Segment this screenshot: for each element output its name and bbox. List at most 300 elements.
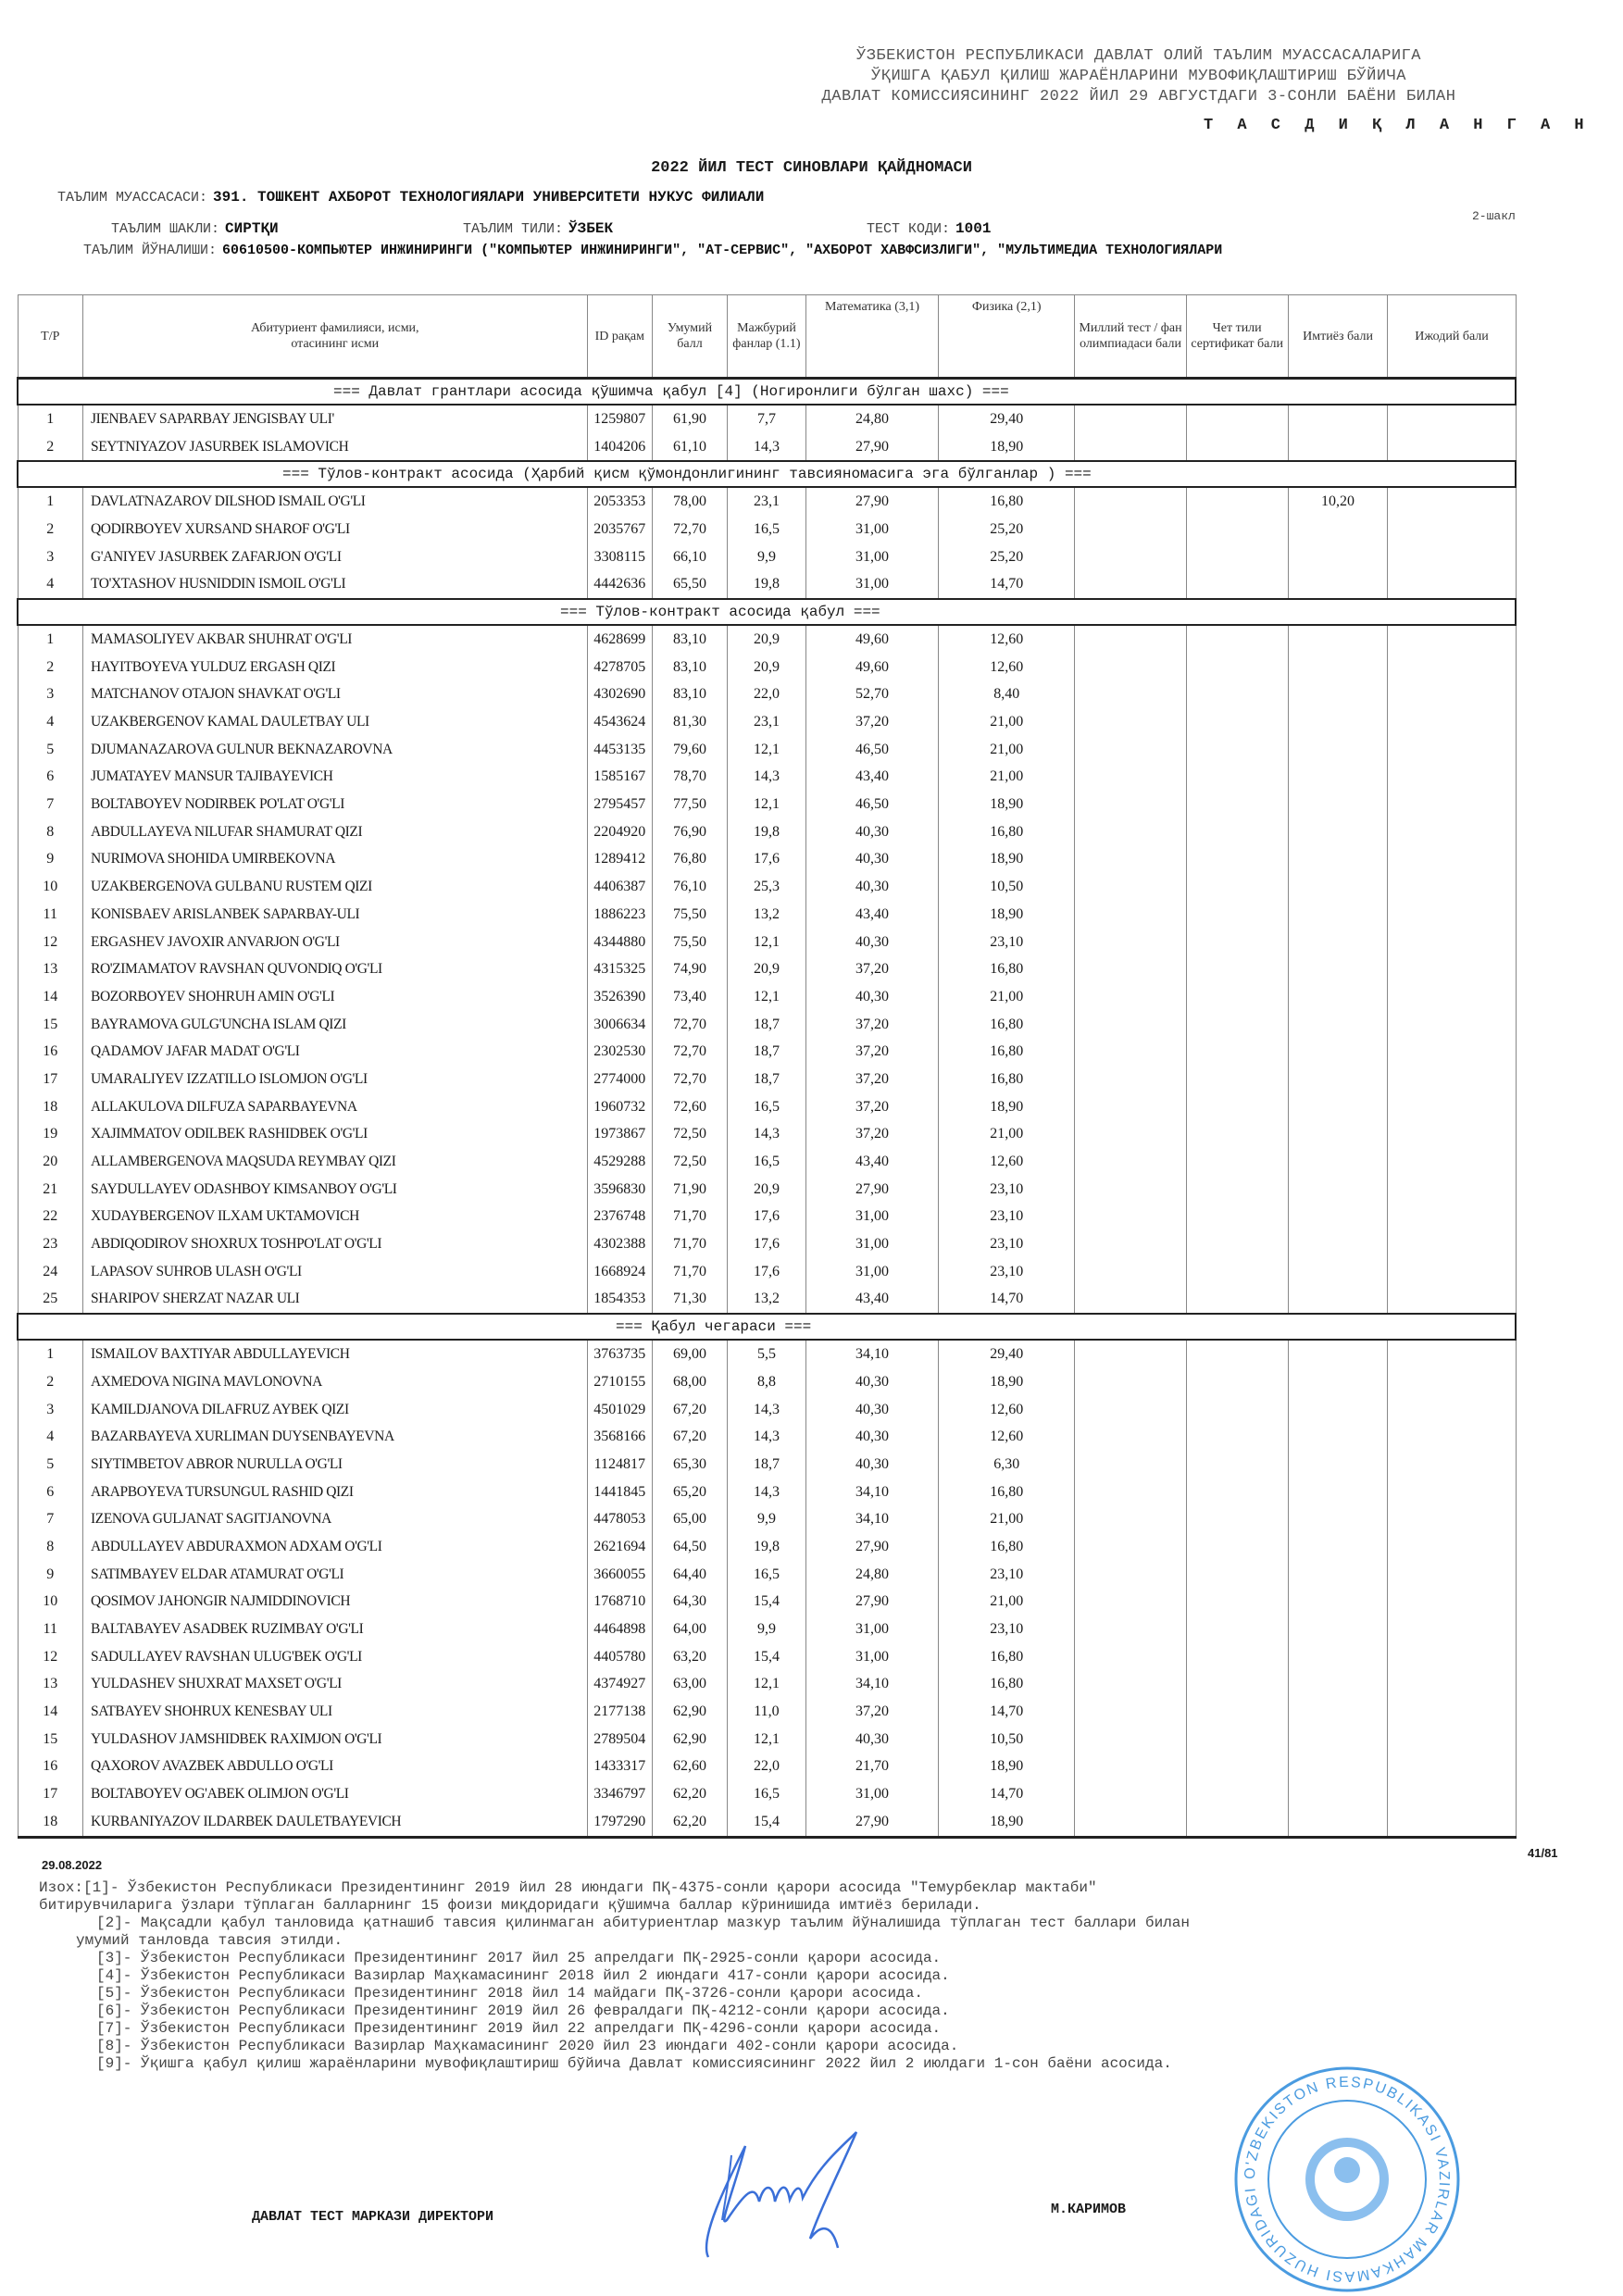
foreign-cert-score [1186, 955, 1288, 983]
math-score: 34,10 [805, 1671, 938, 1699]
total-score: 65,30 [653, 1451, 728, 1479]
privilege-score [1288, 1423, 1388, 1451]
applicant-id: 4302690 [587, 681, 653, 709]
privilege-score [1288, 1589, 1388, 1616]
privilege-score [1288, 1286, 1388, 1315]
applicant-id: 3346797 [587, 1780, 653, 1808]
creative-score [1388, 873, 1516, 901]
foreign-cert-score [1186, 1396, 1288, 1424]
mandatory-score: 7,7 [727, 405, 805, 433]
table-row [18, 1451, 1516, 1479]
mandatory-score: 16,5 [727, 1561, 805, 1589]
physics-score: 18,90 [939, 1368, 1075, 1396]
math-score: 27,90 [805, 1808, 938, 1837]
applicant-id: 1441845 [587, 1479, 653, 1506]
applicant-name: RO'ZIMAMATOV RAVSHAN QUVONDIQ O'G'LI [83, 955, 588, 983]
olympiad-score [1075, 1698, 1186, 1726]
privilege-score [1288, 1093, 1388, 1121]
table-row [18, 1148, 1516, 1176]
applicant-id: 1797290 [587, 1808, 653, 1837]
total-score: 65,20 [653, 1479, 728, 1506]
applicant-name: XAJIMMATOV ODILBEK RASHIDBEK O'G'LI [83, 1121, 588, 1149]
row-number: 10 [18, 1589, 83, 1616]
privilege-score [1288, 1561, 1388, 1589]
math-score: 43,40 [805, 1286, 938, 1315]
physics-score: 12,60 [939, 1396, 1075, 1424]
footnote-line: [4]- Ўзбекистон Республикаси Вазирлар Маҳкамасининг 2018 йил 2 июндаги 417-сонли қарори асосида. [96, 1967, 950, 1984]
creative-score [1388, 764, 1516, 792]
mandatory-score: 25,3 [727, 873, 805, 901]
total-score: 64,00 [653, 1616, 728, 1643]
math-score: 49,60 [805, 654, 938, 681]
olympiad-score [1075, 708, 1186, 736]
foreign-cert-score [1186, 764, 1288, 792]
applicant-name: SATBAYEV SHOHRUX KENESBAY ULI [83, 1698, 588, 1726]
privilege-score [1288, 791, 1388, 818]
privilege-score [1288, 681, 1388, 709]
total-score: 72,70 [653, 516, 728, 543]
applicant-name: JUMATAYEV MANSUR TAJIBAYEVICH [83, 764, 588, 792]
creative-score [1388, 1698, 1516, 1726]
creative-score [1388, 681, 1516, 709]
creative-score [1388, 1616, 1516, 1643]
creative-score [1388, 818, 1516, 846]
mandatory-score: 5,5 [727, 1340, 805, 1368]
physics-score: 23,10 [939, 1561, 1075, 1589]
privilege-score [1288, 543, 1388, 571]
table-row [18, 1589, 1516, 1616]
applicant-name: ABDULLAYEVA NILUFAR SHAMURAT QIZI [83, 818, 588, 846]
foreign-cert-score [1186, 405, 1288, 433]
table-row [18, 1808, 1516, 1837]
privilege-score [1288, 1230, 1388, 1258]
test-code-value: 1001 [955, 220, 992, 237]
physics-score: 14,70 [939, 1780, 1075, 1808]
table-row [18, 708, 1516, 736]
footnote-line: [2]- Мақсадли қабул танловида қатнашиб тавсия қилинмаган абитуриентлар мазкур таълим йўналишида тўплаган тест баллари билан [96, 1915, 1190, 1931]
applicant-name: SATIMBAYEV ELDAR ATAMURAT O'G'LI [83, 1561, 588, 1589]
applicant-id: 4374927 [587, 1671, 653, 1699]
language-label: ТАЪЛИМ ТИЛИ: [463, 221, 564, 237]
applicant-name: QAXOROV AVAZBEK ABDULLO O'G'LI [83, 1753, 588, 1781]
math-score: 40,30 [805, 1368, 938, 1396]
applicant-name: SHARIPOV SHERZAT NAZAR ULI [83, 1286, 588, 1315]
col-header-math: Математика (3,1) [805, 295, 938, 379]
physics-score: 21,00 [939, 1505, 1075, 1533]
creative-score [1388, 929, 1516, 956]
foreign-cert-score [1186, 1589, 1288, 1616]
total-score: 76,10 [653, 873, 728, 901]
physics-score: 12,60 [939, 654, 1075, 681]
table-row [18, 1230, 1516, 1258]
math-score: 37,20 [805, 1121, 938, 1149]
col-header-total: Умумий балл [653, 295, 728, 379]
row-number: 13 [18, 955, 83, 983]
footnote-line: [5]- Ўзбекистон Республикаси Президентининг 2018 йил 14 майдаги ПҚ-3726-сонли қарори асосида. [96, 1985, 923, 2002]
applicant-name: ABDULLAYEV ABDURAXMON ADXAM O'G'LI [83, 1533, 588, 1561]
olympiad-score [1075, 1479, 1186, 1506]
row-number: 20 [18, 1148, 83, 1176]
olympiad-score [1075, 846, 1186, 874]
applicant-name: YULDASHOV JAMSHIDBEK RAXIMJON O'G'LI [83, 1726, 588, 1753]
applicant-id: 1585167 [587, 764, 653, 792]
olympiad-score [1075, 1726, 1186, 1753]
applicant-name: KAMILDJANOVA DILAFRUZ AYBEK QIZI [83, 1396, 588, 1424]
privilege-score [1288, 764, 1388, 792]
total-score: 61,90 [653, 405, 728, 433]
olympiad-score [1075, 1286, 1186, 1315]
physics-score: 25,20 [939, 543, 1075, 571]
mandatory-score: 17,6 [727, 1230, 805, 1258]
table-row [18, 570, 1516, 599]
olympiad-score [1075, 1780, 1186, 1808]
creative-score [1388, 1423, 1516, 1451]
foreign-cert-score [1186, 681, 1288, 709]
foreign-cert-score [1186, 1533, 1288, 1561]
privilege-score [1288, 1011, 1388, 1039]
math-score: 40,30 [805, 818, 938, 846]
form-number: 2-шакл [1472, 209, 1516, 223]
foreign-cert-score [1186, 1671, 1288, 1699]
mandatory-score: 14,3 [727, 1479, 805, 1506]
math-score: 40,30 [805, 1726, 938, 1753]
applicant-id: 1854353 [587, 1286, 653, 1315]
privilege-score [1288, 1176, 1388, 1204]
total-score: 71,70 [653, 1258, 728, 1286]
total-score: 72,50 [653, 1121, 728, 1149]
creative-score [1388, 1561, 1516, 1589]
physics-score: 18,90 [939, 1808, 1075, 1837]
privilege-score [1288, 1396, 1388, 1424]
applicant-id: 1886223 [587, 901, 653, 929]
applicant-name: ISMAILOV BAXTIYAR ABDULLAYEVICH [83, 1340, 588, 1368]
olympiad-score [1075, 1451, 1186, 1479]
total-score: 64,40 [653, 1561, 728, 1589]
mandatory-score: 17,6 [727, 846, 805, 874]
applicant-id: 1433317 [587, 1753, 653, 1781]
applicant-name: ALLAKULOVA DILFUZA SAPARBAYEVNA [83, 1093, 588, 1121]
row-number: 3 [18, 1396, 83, 1424]
math-score: 40,30 [805, 873, 938, 901]
foreign-cert-score [1186, 1148, 1288, 1176]
approval-line-2: ЎҚИШГА ҚАБУЛ ҚИЛИШ ЖАРАЁНЛАРИНИ МУВОФИҚЛАШТИРИШ БЎЙИЧА [871, 68, 1406, 85]
mandatory-score: 23,1 [727, 708, 805, 736]
mandatory-score: 18,7 [727, 1066, 805, 1093]
col-header-name: Абитуриент фамилияси, исми, отасининг исми [83, 295, 588, 379]
table-row [18, 1011, 1516, 1039]
olympiad-score [1075, 1396, 1186, 1424]
privilege-score [1288, 1038, 1388, 1066]
applicant-name: UMARALIYEV IZZATILLO ISLOMJON O'G'LI [83, 1066, 588, 1093]
applicant-id: 3568166 [587, 1423, 653, 1451]
applicant-name: QOSIMOV JAHONGIR NAJMIDDINOVICH [83, 1589, 588, 1616]
row-number: 10 [18, 873, 83, 901]
foreign-cert-score [1186, 1643, 1288, 1671]
row-number: 25 [18, 1286, 83, 1315]
privilege-score [1288, 1368, 1388, 1396]
row-number: 14 [18, 1698, 83, 1726]
privilege-score: 10,20 [1288, 487, 1388, 516]
math-score: 37,20 [805, 1066, 938, 1093]
mandatory-score: 9,9 [727, 543, 805, 571]
creative-score [1388, 1671, 1516, 1699]
applicant-id: 2302530 [587, 1038, 653, 1066]
physics-score: 6,30 [939, 1451, 1075, 1479]
applicant-name: SIYTIMBETOV ABROR NURULLA O'G'LI [83, 1451, 588, 1479]
applicant-id: 3596830 [587, 1176, 653, 1204]
creative-score [1388, 1286, 1516, 1315]
physics-score: 16,80 [939, 1066, 1075, 1093]
total-score: 72,70 [653, 1038, 728, 1066]
physics-score: 16,80 [939, 1533, 1075, 1561]
table-row [18, 929, 1516, 956]
row-number: 7 [18, 1505, 83, 1533]
olympiad-score [1075, 433, 1186, 462]
physics-score: 21,00 [939, 1589, 1075, 1616]
foreign-cert-score [1186, 983, 1288, 1011]
row-number: 2 [18, 516, 83, 543]
olympiad-score [1075, 654, 1186, 681]
physics-score: 23,10 [939, 1230, 1075, 1258]
total-score: 72,60 [653, 1093, 728, 1121]
approval-line-1: ЎЗБЕКИСТОН РЕСПУБЛИКАСИ ДАВЛАТ ОЛИЙ ТАЪЛИМ МУАССАСАЛАРИГА [856, 47, 1421, 65]
privilege-score [1288, 1780, 1388, 1808]
applicant-id: 4315325 [587, 955, 653, 983]
physics-score: 12,60 [939, 1423, 1075, 1451]
mandatory-score: 14,3 [727, 1423, 805, 1451]
math-score: 31,00 [805, 1258, 938, 1286]
row-number: 22 [18, 1204, 83, 1231]
applicant-id: 1259807 [587, 405, 653, 433]
applicant-name: HAYITBOYEVA YULDUZ ERGASH QIZI [83, 654, 588, 681]
mandatory-score: 9,9 [727, 1505, 805, 1533]
math-score: 31,00 [805, 1616, 938, 1643]
physics-score: 16,80 [939, 1011, 1075, 1039]
olympiad-score [1075, 1038, 1186, 1066]
math-score: 31,00 [805, 1780, 938, 1808]
applicant-id: 4406387 [587, 873, 653, 901]
applicant-name: BOLTABOYEV OG'ABEK OLIMJON O'G'LI [83, 1780, 588, 1808]
privilege-score [1288, 1505, 1388, 1533]
total-score: 67,20 [653, 1396, 728, 1424]
row-number: 12 [18, 1643, 83, 1671]
section-title: === Тўлов-контракт асосида (Ҳарбий қисм қўмондонлигининг тавсияномасига эга бўлганлар ) === [18, 461, 1516, 487]
applicant-name: YULDASHEV SHUXRAT MAXSET O'G'LI [83, 1671, 588, 1699]
document-title: 2022 ЙИЛ ТЕСТ СИНОВЛАРИ ҚАЙДНОМАСИ [651, 159, 972, 177]
direction-label: ТАЪЛИМ ЙЎНАЛИШИ: [83, 243, 218, 258]
olympiad-score [1075, 983, 1186, 1011]
mandatory-score: 12,1 [727, 1671, 805, 1699]
physics-score: 16,80 [939, 955, 1075, 983]
applicant-name: KURBANIYAZOV ILDARBEK DAULETBAYEVICH [83, 1808, 588, 1837]
creative-score [1388, 901, 1516, 929]
olympiad-score [1075, 1093, 1186, 1121]
foreign-cert-score [1186, 1230, 1288, 1258]
row-number: 5 [18, 1451, 83, 1479]
applicant-id: 2795457 [587, 791, 653, 818]
applicant-name: NURIMOVA SHOHIDA UMIRBEKOVNA [83, 846, 588, 874]
physics-score: 23,10 [939, 1204, 1075, 1231]
physics-score: 16,80 [939, 1038, 1075, 1066]
creative-score [1388, 1011, 1516, 1039]
applicant-name: LAPASOV SUHROB ULASH O'G'LI [83, 1258, 588, 1286]
physics-score: 23,10 [939, 1616, 1075, 1643]
table-row [18, 1368, 1516, 1396]
total-score: 64,30 [653, 1589, 728, 1616]
row-number: 1 [18, 1340, 83, 1368]
foreign-cert-score [1186, 570, 1288, 599]
mandatory-score: 12,1 [727, 929, 805, 956]
olympiad-score [1075, 955, 1186, 983]
mandatory-score: 11,0 [727, 1698, 805, 1726]
foreign-cert-score [1186, 433, 1288, 462]
olympiad-score [1075, 1533, 1186, 1561]
mandatory-score: 14,3 [727, 1396, 805, 1424]
table-row [18, 1643, 1516, 1671]
row-number: 2 [18, 1368, 83, 1396]
foreign-cert-score [1186, 929, 1288, 956]
physics-score: 12,60 [939, 1148, 1075, 1176]
section-header [18, 1314, 1516, 1340]
foreign-cert-score [1186, 1204, 1288, 1231]
table-row [18, 1423, 1516, 1451]
applicant-name: ABDIQODIROV SHOXRUX TOSHPO'LAT O'G'LI [83, 1230, 588, 1258]
physics-score: 18,90 [939, 433, 1075, 462]
privilege-score [1288, 736, 1388, 764]
total-score: 81,30 [653, 708, 728, 736]
table-row [18, 654, 1516, 681]
total-score: 65,50 [653, 570, 728, 599]
total-score: 74,90 [653, 955, 728, 983]
foreign-cert-score [1186, 1093, 1288, 1121]
applicant-id: 2053353 [587, 487, 653, 516]
applicant-id: 4543624 [587, 708, 653, 736]
total-score: 63,20 [653, 1643, 728, 1671]
print-date: 29.08.2022 [42, 1858, 103, 1872]
section-title: === Тўлов-контракт асосида қабул === [18, 599, 1516, 625]
physics-score: 23,10 [939, 929, 1075, 956]
row-number: 4 [18, 570, 83, 599]
table-row [18, 1698, 1516, 1726]
creative-score [1388, 1230, 1516, 1258]
math-score: 24,80 [805, 405, 938, 433]
olympiad-score [1075, 1643, 1186, 1671]
institution-label: ТАЪЛИМ МУАССАСАСИ: [57, 190, 208, 206]
mandatory-score: 20,9 [727, 654, 805, 681]
direction-value: 60610500-КОМПЬЮТЕР ИНЖИНИРИНГИ ("КОМПЬЮТЕР ИНЖИНИРИНГИ", "АТ-СЕРВИС", "АХБОРОТ ХАВФСИЗЛИГИ", "МУЛЬТИМЕДИА ТЕХНОЛОГИЯЛАРИ [222, 243, 1223, 258]
total-score: 66,10 [653, 543, 728, 571]
math-score: 31,00 [805, 1204, 938, 1231]
mandatory-score: 16,5 [727, 516, 805, 543]
creative-score [1388, 1643, 1516, 1671]
olympiad-score [1075, 764, 1186, 792]
olympiad-score [1075, 901, 1186, 929]
creative-score [1388, 433, 1516, 462]
physics-score: 18,90 [939, 846, 1075, 874]
total-score: 69,00 [653, 1340, 728, 1368]
mandatory-score: 20,9 [727, 1176, 805, 1204]
olympiad-score [1075, 1230, 1186, 1258]
mandatory-score: 14,3 [727, 1121, 805, 1149]
olympiad-score [1075, 1368, 1186, 1396]
applicant-id: 3006634 [587, 1011, 653, 1039]
row-number: 18 [18, 1808, 83, 1837]
physics-score: 10,50 [939, 1726, 1075, 1753]
applicant-name: UZAKBERGENOVA GULBANU RUSTEM QIZI [83, 873, 588, 901]
privilege-score [1288, 1753, 1388, 1781]
math-score: 40,30 [805, 846, 938, 874]
total-score: 67,20 [653, 1423, 728, 1451]
math-score: 43,40 [805, 1148, 938, 1176]
table-row [18, 818, 1516, 846]
olympiad-score [1075, 791, 1186, 818]
creative-score [1388, 543, 1516, 571]
foreign-cert-score [1186, 1340, 1288, 1368]
olympiad-score [1075, 1671, 1186, 1699]
creative-score [1388, 1258, 1516, 1286]
table-row [18, 516, 1516, 543]
creative-score [1388, 516, 1516, 543]
total-score: 62,90 [653, 1726, 728, 1753]
applicant-id: 1668924 [587, 1258, 653, 1286]
row-number: 8 [18, 818, 83, 846]
applicant-name: DAVLATNAZAROV DILSHOD ISMAIL O'G'LI [83, 487, 588, 516]
applicant-name: KONISBAEV ARISLANBEK SAPARBAY-ULI [83, 901, 588, 929]
physics-score: 16,80 [939, 1671, 1075, 1699]
mandatory-score: 12,1 [727, 1726, 805, 1753]
mandatory-score: 12,1 [727, 736, 805, 764]
foreign-cert-score [1186, 654, 1288, 681]
applicant-id: 2621694 [587, 1533, 653, 1561]
creative-score [1388, 1204, 1516, 1231]
signatory-name: М.КАРИМОВ [1051, 2202, 1127, 2217]
olympiad-score [1075, 1258, 1186, 1286]
signature-icon [671, 2128, 884, 2266]
row-number: 16 [18, 1038, 83, 1066]
footnote-line: умумий танловда тавсия этилди. [76, 1932, 343, 1949]
creative-score [1388, 625, 1516, 654]
applicant-name: UZAKBERGENOV KAMAL DAULETBAY ULI [83, 708, 588, 736]
total-score: 75,50 [653, 929, 728, 956]
row-number: 16 [18, 1753, 83, 1781]
foreign-cert-score [1186, 1726, 1288, 1753]
applicant-name: JIENBAEV SAPARBAY JENGISBAY ULI' [83, 405, 588, 433]
table-row [18, 625, 1516, 654]
physics-score: 10,50 [939, 873, 1075, 901]
creative-score [1388, 983, 1516, 1011]
table-row [18, 1258, 1516, 1286]
foreign-cert-score [1186, 873, 1288, 901]
row-number: 3 [18, 543, 83, 571]
applicant-id: 4628699 [587, 625, 653, 654]
language-field [463, 220, 613, 237]
footnote-line: [9]- Ўқишга қабул қилиш жараёнларини мувофиқлаштириш бўйича Давлат комиссиясининг 2022 йил 2 июлдаги 1-сон баёни асосида. [96, 2055, 1172, 2072]
math-score: 24,80 [805, 1561, 938, 1589]
olympiad-score [1075, 1616, 1186, 1643]
olympiad-score [1075, 1011, 1186, 1039]
row-number: 14 [18, 983, 83, 1011]
privilege-score [1288, 708, 1388, 736]
row-number: 15 [18, 1726, 83, 1753]
mandatory-score: 15,4 [727, 1808, 805, 1837]
physics-score: 21,00 [939, 736, 1075, 764]
applicant-name: BALTABAYEV ASADBEK RUZIMBAY O'G'LI [83, 1616, 588, 1643]
olympiad-score [1075, 1589, 1186, 1616]
row-number: 8 [18, 1533, 83, 1561]
mandatory-score: 13,2 [727, 901, 805, 929]
mandatory-score: 17,6 [727, 1258, 805, 1286]
applicant-id: 4278705 [587, 654, 653, 681]
